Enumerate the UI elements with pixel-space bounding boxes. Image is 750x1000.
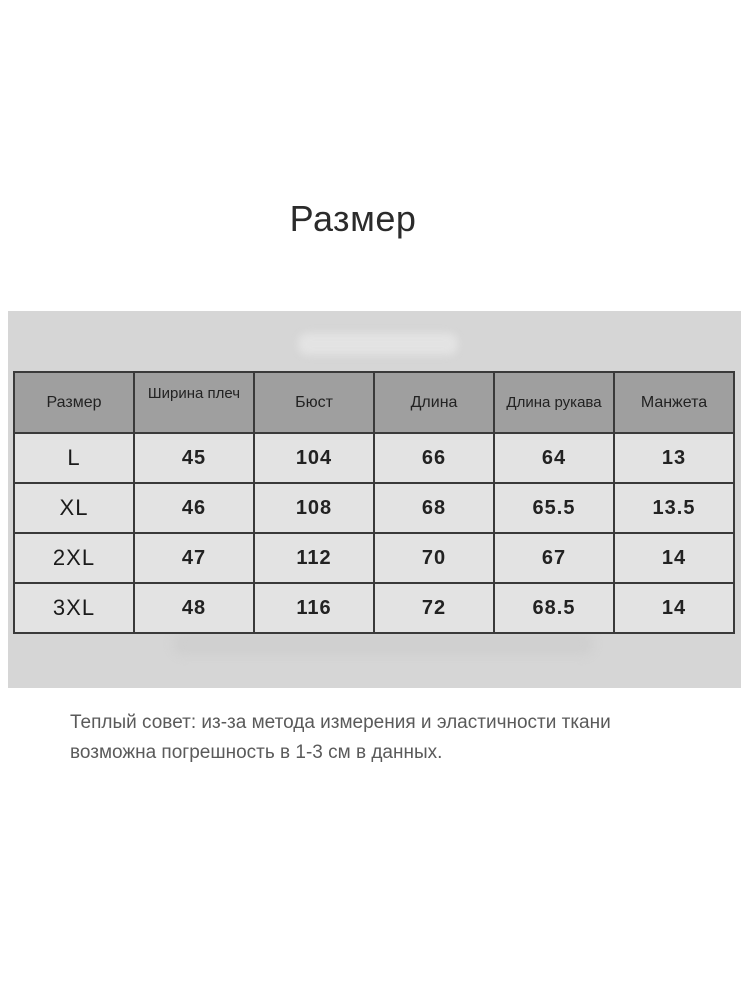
table-row [14, 433, 734, 483]
size-chart-panel [8, 311, 741, 688]
watermark [173, 633, 593, 655]
tip-line-2: возможна погрешность в 1-3 см в данных. [70, 742, 443, 763]
table-row [14, 583, 734, 633]
table-row [14, 533, 734, 583]
cell-shoulder-width: 45 [134, 433, 254, 483]
cell-cuff: 14 [614, 533, 734, 583]
cell-size: 2XL [14, 533, 134, 583]
cell-length: 72 [374, 583, 494, 633]
cell-length: 68 [374, 483, 494, 533]
column-header-sleeve-length: Длина рукава [494, 372, 614, 433]
table-row [14, 483, 734, 533]
cell-bust: 104 [254, 433, 374, 483]
cell-cuff: 13.5 [614, 483, 734, 533]
watermark [298, 333, 458, 355]
size-table [13, 371, 735, 634]
cell-size: XL [14, 483, 134, 533]
page-title: Размер [289, 198, 417, 239]
column-header-cuff: Манжета [614, 372, 734, 433]
cell-cuff: 14 [614, 583, 734, 633]
cell-sleeve-length: 68.5 [494, 583, 614, 633]
column-header-shoulder-width: Ширина плеч [134, 372, 254, 433]
column-header-size: Размер [14, 372, 134, 433]
tip-line-1: Теплый совет: из-за метода измерения и эластичности ткани [70, 712, 611, 733]
cell-sleeve-length: 67 [494, 533, 614, 583]
cell-shoulder-width: 46 [134, 483, 254, 533]
cell-length: 66 [374, 433, 494, 483]
cell-sleeve-length: 64 [494, 433, 614, 483]
cell-bust: 116 [254, 583, 374, 633]
cell-shoulder-width: 48 [134, 583, 254, 633]
table-header-row [14, 372, 734, 433]
cell-size: L [14, 433, 134, 483]
cell-bust: 112 [254, 533, 374, 583]
cell-sleeve-length: 65.5 [494, 483, 614, 533]
cell-size: 3XL [14, 583, 134, 633]
cell-length: 70 [374, 533, 494, 583]
cell-bust: 108 [254, 483, 374, 533]
measurement-tip [70, 708, 710, 768]
column-header-bust: Бюст [254, 372, 374, 433]
column-header-length: Длина [374, 372, 494, 433]
cell-cuff: 13 [614, 433, 734, 483]
cell-shoulder-width: 47 [134, 533, 254, 583]
